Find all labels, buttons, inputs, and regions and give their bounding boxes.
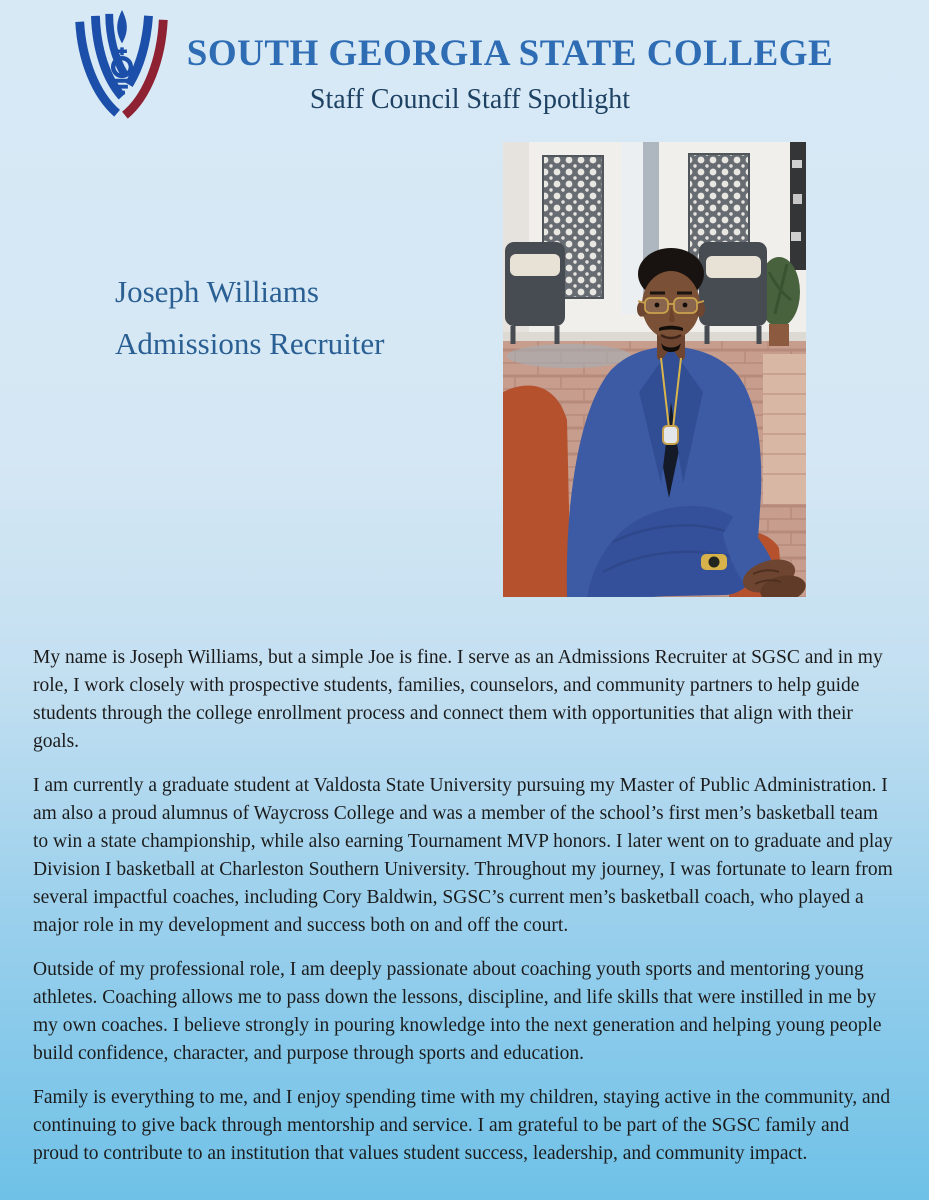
person-name: Joseph Williams bbox=[115, 274, 319, 309]
bio-paragraph-3: Outside of my professional role, I am deeply passionate about coaching youth sports and mentoring young athletes. Coaching allows me to pass down the lessons, discipline, and life skills that were instilled in me by my own coaches. I believe strongly in pouring knowledge into the next generation and helping young people build confidence, character, and purpose through sports and education. bbox=[33, 959, 882, 1064]
spotlight-photo bbox=[503, 142, 806, 597]
college-name: SOUTH GEORGIA STATE COLLEGE bbox=[186, 33, 834, 74]
page-subtitle: Staff Council Staff Spotlight bbox=[309, 84, 631, 115]
bio-paragraph-1: My name is Joseph Williams, but a simple Joe is fine. I serve as an Admissions Recruiter at SGSC and in my role, I work closely with prospective students, families, counselors, and community partners to help guide students through the college enrollment process and connect them with opportunities that align with their goals. bbox=[33, 647, 883, 752]
bio-paragraph-4: Family is everything to me, and I enjoy spending time with my children, staying active in the community, and continuing to give back through mentorship and service. I am grateful to be part of the SGSC family and proud to contribute to an institution that values student success, leadership, and community impact. bbox=[33, 1087, 891, 1164]
person-title: Admissions Recruiter bbox=[115, 326, 385, 361]
bio-article bbox=[33, 644, 897, 1184]
bio-paragraph-2: I am currently a graduate student at Valdosta State University pursuing my Master of Public Administration. I am also a proud alumnus of Waycross College and was a member of the school’s first men’s basketball team to win a state championship, while also earning Tournament MVP honors. I later went on to graduate and play Division I basketball at Charleston Southern University. Throughout my journey, I was fortunate to learn from several impactful coaches, including Cory Baldwin, SGSC’s current men’s basketball coach, who played a major role in my development and success both on and off the court. bbox=[33, 775, 893, 936]
